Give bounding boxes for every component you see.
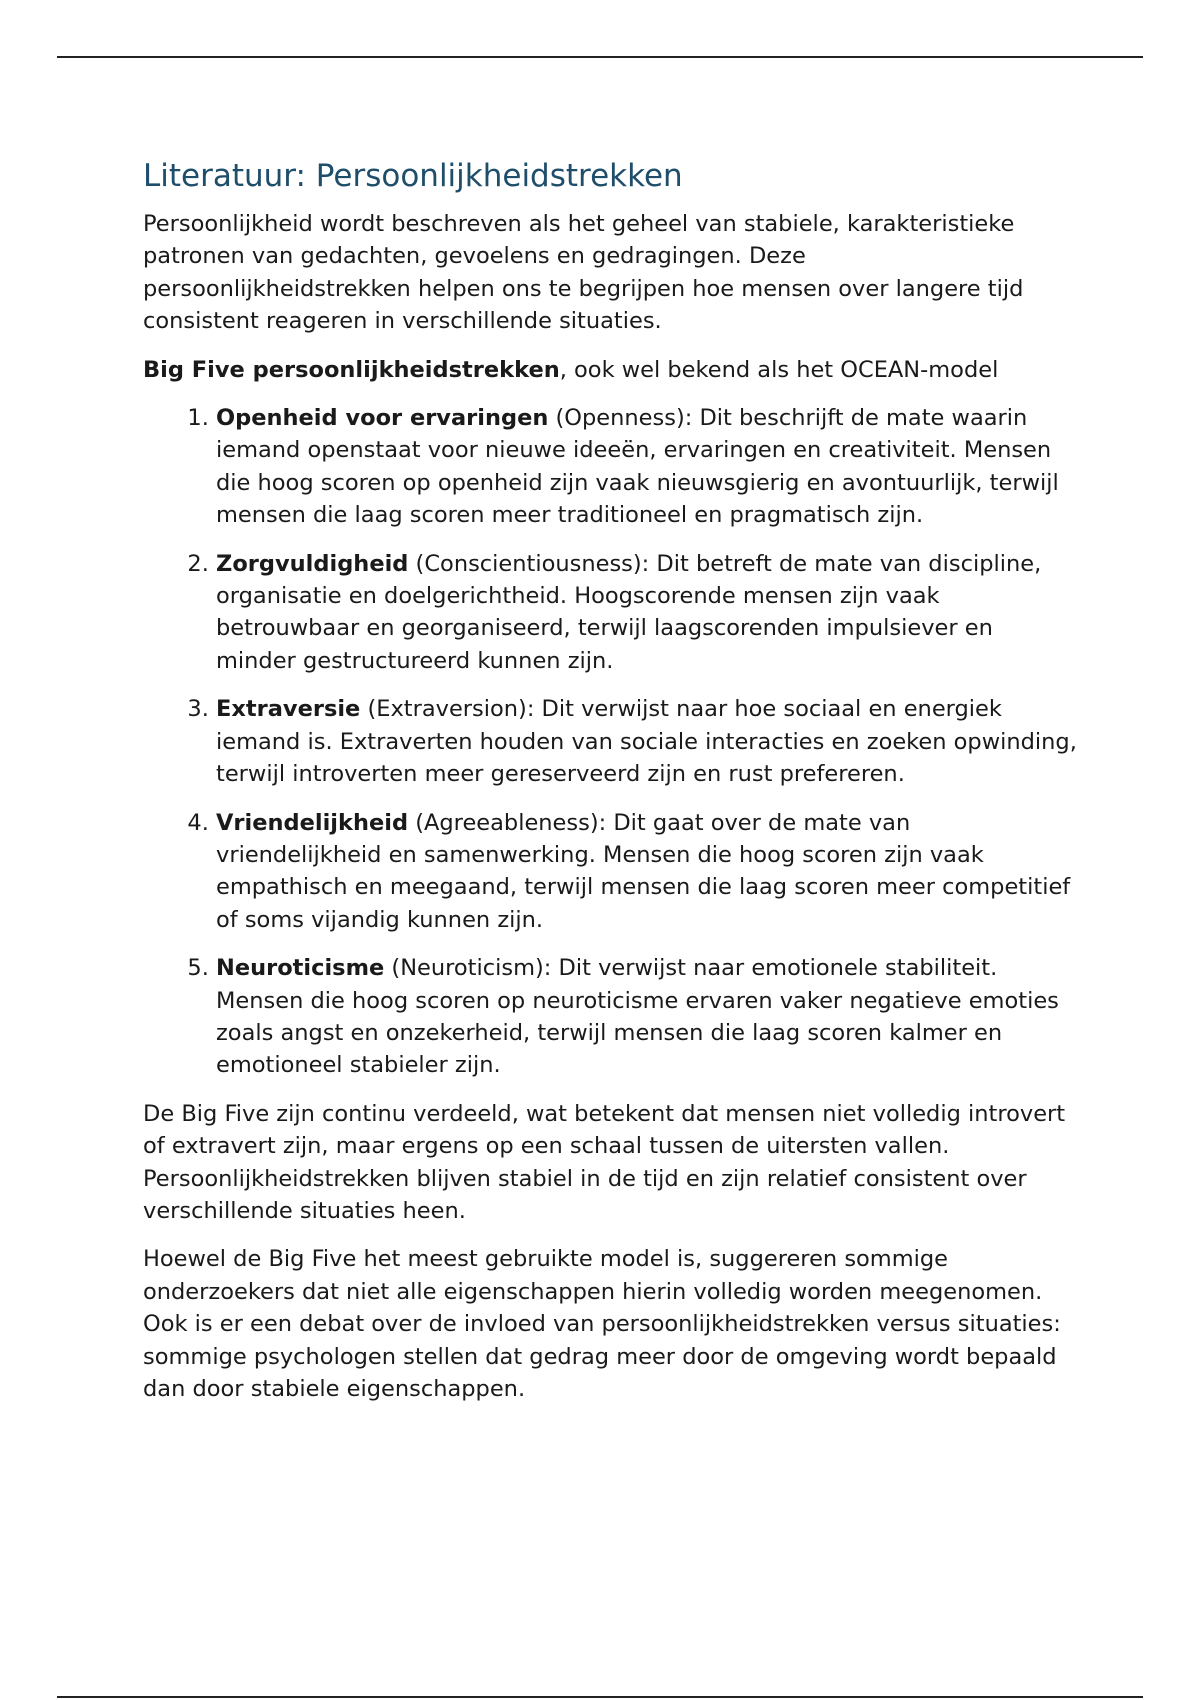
list-item (216, 548, 1078, 678)
trait-name: Zorgvuldigheid (216, 550, 409, 577)
trait-name: Neuroticisme (216, 955, 385, 982)
document-body (143, 152, 1078, 1421)
header-rule (57, 56, 1143, 58)
big-five-heading (143, 354, 1078, 386)
continuum-paragraph: De Big Five zijn continu verdeeld, wat betekent dat mensen niet volledig introvert of extravert zijn, maar ergens op een schaal tussen de uitersten vallen. Persoonlijkheidstrekken blijven stabiel in de tijd en zijn relatief consistent over verschillende situaties heen. (143, 1100, 1066, 1224)
list-item (216, 952, 1078, 1082)
intro-paragraph: Persoonlijkheid wordt beschreven als het geheel van stabiele, karakteristieke patronen van gedachten, gevoelens en gedragingen. Deze persoonlijkheidstrekken helpen ons te begrijpen hoe mensen over langere tijd consistent reageren in verschillende situaties. (143, 211, 1024, 335)
footer-rule (57, 1696, 1143, 1698)
trait-description: (Agreeableness): Dit gaat over de mate van vriendelijkheid en samenwerking. Mensen die hoog scoren zijn vaak empathisch en meegaand, terwijl mensen die laag scoren meer competitief of soms vijandig kunnen zijn. (216, 809, 1071, 933)
big-five-heading-bold: Big Five persoonlijkheidstrekken (143, 356, 560, 383)
big-five-heading-rest: , ook wel bekend als het OCEAN-model (559, 356, 999, 383)
trait-name: Openheid voor ervaringen (216, 405, 549, 432)
trait-description: (Neuroticism): Dit verwijst naar emotionele stabiliteit. Mensen die hoog scoren op neuroticisme ervaren vaker negatieve emoties zoals angst en onzekerheid, terwijl mensen die laag scoren kalmer en emotioneel stabieler zijn. (216, 955, 1059, 1079)
trait-name: Vriendelijkheid (216, 809, 409, 836)
trait-description: (Conscientiousness): Dit betreft de mate van discipline, organisatie en doelgerichtheid. Hoogscorende mensen zijn vaak betrouwbaar en georganiseerd, terwijl laagscorenden impulsiever en minder gestructureerd kunnen zijn. (216, 550, 1042, 674)
list-item (216, 807, 1078, 937)
trait-description: (Extraversion): Dit verwijst naar hoe sociaal en energiek iemand is. Extraverten houden van sociale interacties en zoeken opwinding, terwijl introverten meer gereserveerd zijn en rust prefereren. (216, 696, 1077, 788)
trait-description: (Openness): Dit beschrijft de mate waarin iemand openstaat voor nieuwe ideeën, ervaringen en creativiteit. Mensen die hoog scoren op openheid zijn vaak nieuwsgierig en avontuurlijk, terwijl mensen die laag scoren meer traditioneel en pragmatisch zijn. (216, 405, 1059, 529)
traits-list (143, 402, 1078, 1082)
trait-name: Extraversie (216, 696, 361, 723)
page-title: Literatuur: Persoonlijkheidstrekken (143, 158, 683, 194)
debate-paragraph: Hoewel de Big Five het meest gebruikte model is, suggereren sommige onderzoekers dat niet alle eigenschappen hierin volledig worden meegenomen. Ook is er een debat over de invloed van persoonlijkheidstrekken versus situaties: sommige psychologen stellen dat gedrag meer door de omgeving wordt bepaald dan door stabiele eigenschappen. (143, 1246, 1061, 1402)
list-item (216, 693, 1078, 790)
list-item (216, 402, 1078, 532)
